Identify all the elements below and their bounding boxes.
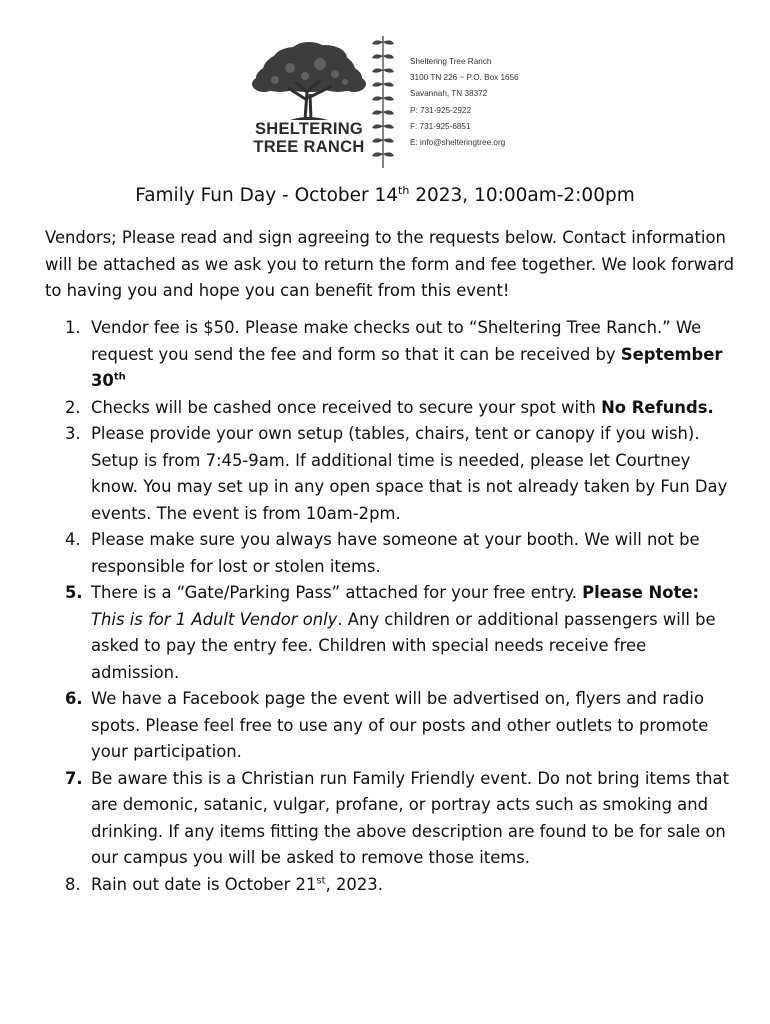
- tree-logo-icon: [250, 40, 368, 132]
- logo-text-line-2: TREE RANCH: [253, 138, 365, 156]
- list-number: 6.: [65, 689, 83, 708]
- title-rest: 2023, 10:00am-2:00pm: [409, 185, 635, 207]
- intro-paragraph: Vendors; Please read and sign agreeing to the requests below. Contact information will be attached as we ask you to return the form and fee together. We look forward to having you and hope you can benefit from this event!: [45, 228, 735, 300]
- contact-phone: P: 731-925-2922: [410, 105, 471, 115]
- contact-city: Savannah, TN 38372: [410, 89, 488, 99]
- item-text: Checks will be cashed once received to secure your spot with: [91, 397, 602, 417]
- list-number: 3.: [65, 424, 81, 443]
- item-text: Please provide your own setup (tables, chairs, tent or canopy if you wish). Setup is from 7:45-9am. If additional time is needed, please let Courtney know. You may set up in any open space that is not already taken by Fun Day events. The event is from 10am-2pm.: [91, 424, 728, 523]
- list-item: [45, 395, 735, 422]
- item-bold: No Refunds.: [601, 397, 714, 417]
- title-main: Family Fun Day - October 14: [135, 185, 399, 207]
- list-number: 7.: [65, 768, 83, 788]
- list-number: 2.: [65, 397, 81, 417]
- list-item: [45, 872, 735, 899]
- item-text: Be aware this is a Christian run Family Friendly event. Do not bring items that are demonic, satanic, vulgar, profane, or portray acts such as smoking and drinking. If any items fitting the above description are found to be for sale on our campus you will be asked to remove those items.: [91, 768, 729, 867]
- contact-email: E: info@shelteringtree.org: [410, 137, 506, 147]
- item-italic: This is for 1 Adult Vendor only: [91, 609, 338, 629]
- letterhead: [250, 34, 550, 174]
- item-text: We have a Facebook page the event will be advertised on, flyers and radio spots. Please feel free to use any of our posts and other outlets to promote your participation.: [91, 689, 709, 761]
- item-text: Rain out date is October 21: [91, 874, 317, 894]
- item-bold: September 30: [91, 344, 723, 390]
- page-title: [0, 184, 770, 206]
- item-text-after: . Any children or additional passengers will be asked to pay the entry fee. Children with special needs receive free admission.: [91, 609, 716, 682]
- item-text: Please make sure you always have someone at your booth. We will not be responsible for lost or stolen items.: [91, 530, 700, 576]
- item-text: Vendor fee is $50. Please make checks out to “Sheltering Tree Ranch.” We request you send the fee and form so that it can be received by: [91, 318, 702, 364]
- list-item: [45, 315, 735, 395]
- contact-fax: F: 731-925-6851: [410, 121, 471, 131]
- list-item: [45, 766, 735, 872]
- list-item: [45, 421, 735, 527]
- item-bold: Please Note:: [582, 583, 700, 602]
- item-text-after: , 2023.: [325, 874, 383, 894]
- list-number: 8.: [65, 874, 81, 894]
- item-text: There is a “Gate/Parking Pass” attached for your free entry.: [91, 583, 583, 602]
- contact-block: [410, 54, 590, 151]
- list-number: 5.: [65, 583, 83, 602]
- list-item: [45, 580, 735, 686]
- list-item: [45, 686, 735, 766]
- contact-address: 3100 TN 226 ~ P.O. Box 1656: [410, 73, 519, 83]
- logo-text-line-1: SHELTERING: [254, 120, 364, 138]
- list-number: 4.: [65, 530, 81, 549]
- item-superscript: st: [316, 875, 326, 887]
- list-item: [45, 527, 735, 580]
- title-superscript: th: [398, 184, 410, 197]
- requests-list: [45, 315, 735, 898]
- list-number: 1.: [65, 318, 81, 337]
- contact-name: Sheltering Tree Ranch: [410, 57, 492, 66]
- item-superscript: th: [113, 371, 126, 383]
- fern-divider-icon: [368, 34, 398, 169]
